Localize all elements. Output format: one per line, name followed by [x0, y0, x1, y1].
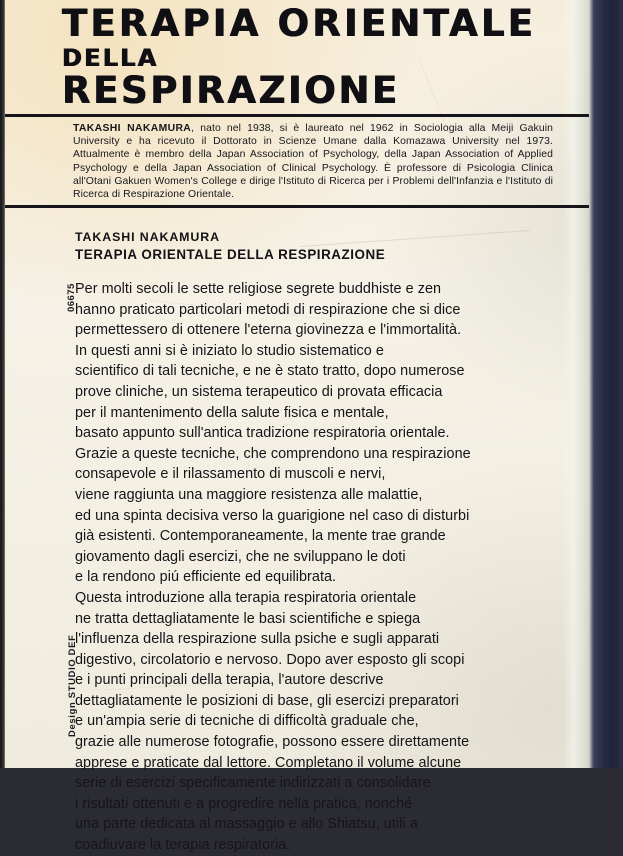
blurb-line: viene raggiunta una maggiore resistenza alle malattie,	[75, 486, 423, 503]
biography-text: , nato nel 1938, si è laureato nel 1962 in Sociologia alla Meiji Gakuin University e ha ricevuto il Dottorato in Scienze Umane dalla Komazawa University nel 1973. Attualmente è membro della Japan Association of Psychology, della Japan Association of Applied Psychology e della Japan Association of Clinical Psychology. È professore di Psicologia Clinica all'Otani Gakuen Women's College e dirige l'Istituto di Ricerca per i Problemi dell'Infanzia e l'Istituto di Ricerca di Respirazione Orientale.	[73, 123, 553, 201]
blurb-line: l'influenza della respirazione sulla psiche e sugli apparati	[75, 631, 440, 648]
blurb-author: TAKASHI NAKAMURA	[75, 230, 220, 244]
blurb-line: prove cliniche, un sistema terapeutico di provata efficacia	[75, 383, 443, 400]
masthead	[62, 2, 562, 112]
blurb-line: scientifico di tali tecniche, e ne è stato tratto, dopo numerose	[75, 363, 465, 380]
blurb-line: giovamento dagli esercizi, che ne sviluppano le doti	[75, 548, 406, 565]
blurb-line: digestivo, circolatorio e nervoso. Dopo aver esposto gli scopi	[75, 651, 465, 668]
biography-author-name: TAKASHI NAKAMURA	[73, 123, 192, 134]
blurb-line: e la rendono piú efficiente ed equilibrata.	[75, 569, 337, 586]
blurb-line: ed una spinta decisiva verso la guarigione nel caso di disturbi	[75, 507, 470, 524]
blurb-line: permettessero di ottenere l'eterna giovinezza e l'immortalità.	[75, 322, 462, 339]
author-biography	[73, 122, 553, 201]
masthead-line-2: DELLA	[62, 43, 159, 72]
divider-rule-bottom	[5, 205, 589, 208]
catalog-code: 06675	[66, 283, 77, 312]
blurb-line: dettagliatamente le posizioni di base, gli esercizi preparatori	[75, 692, 459, 709]
blurb-line: apprese e praticate dal lettore. Completano il volume alcune	[75, 754, 462, 771]
board-edge-strip	[589, 0, 623, 768]
blurb-line: grazie alle numerose fotografie, possono essere direttamente	[75, 734, 470, 751]
design-credit: Design STUDIO DEF	[66, 634, 77, 737]
blurb-heading	[75, 229, 385, 264]
masthead-line-1: TERAPIA ORIENTALE	[62, 2, 537, 45]
blurb-line: già esistenti. Contemporaneamente, la mente trae grande	[75, 528, 446, 545]
blurb-body	[75, 279, 553, 856]
blurb-title: TERAPIA ORIENTALE DELLA RESPIRAZIONE	[75, 247, 386, 262]
divider-rule-top	[5, 114, 589, 117]
blurb-line: serie di esercizi specificamente indirizzati a consolidare	[75, 775, 431, 792]
blurb-line: ne tratta dettagliatamente le basi scientifiche e spiega	[75, 610, 421, 627]
blurb-line: e i punti principali della terapia, l'autore descrive	[75, 672, 384, 689]
blurb-line: i risultati ottenuti e a progredire nella pratica, nonché	[75, 795, 413, 812]
blurb-line: Questa introduzione alla terapia respiratoria orientale	[75, 589, 417, 606]
blurb-line: Per molti secoli le sette religiose segrete buddhiste e zen	[75, 281, 442, 297]
blurb-line: hanno praticato particolari metodi di respirazione che si dice	[75, 301, 461, 318]
blurb-line: e un'ampia serie di tecniche di difficoltà graduale che,	[75, 713, 419, 730]
blurb-line: coadiuvare la terapia respiratoria.	[75, 837, 291, 854]
blurb-line: una parte dedicata al massaggio e allo Shiatsu, utili a	[75, 816, 418, 833]
blurb-line: In questi anni si è iniziato lo studio sistematico e	[75, 342, 384, 359]
blurb-line: per il mantenimento della salute fisica e mentale,	[75, 404, 389, 421]
spine-edge-strip	[0, 0, 5, 768]
blurb-line: Grazie a queste tecniche, che comprendono una respirazione	[75, 445, 471, 462]
blurb-line: consapevole e il rilassamento di muscoli e nervi,	[75, 466, 386, 483]
blurb-line: basato appunto sull'antica tradizione respiratoria orientale.	[75, 425, 450, 442]
masthead-line-3: RESPIRAZIONE	[62, 68, 400, 112]
